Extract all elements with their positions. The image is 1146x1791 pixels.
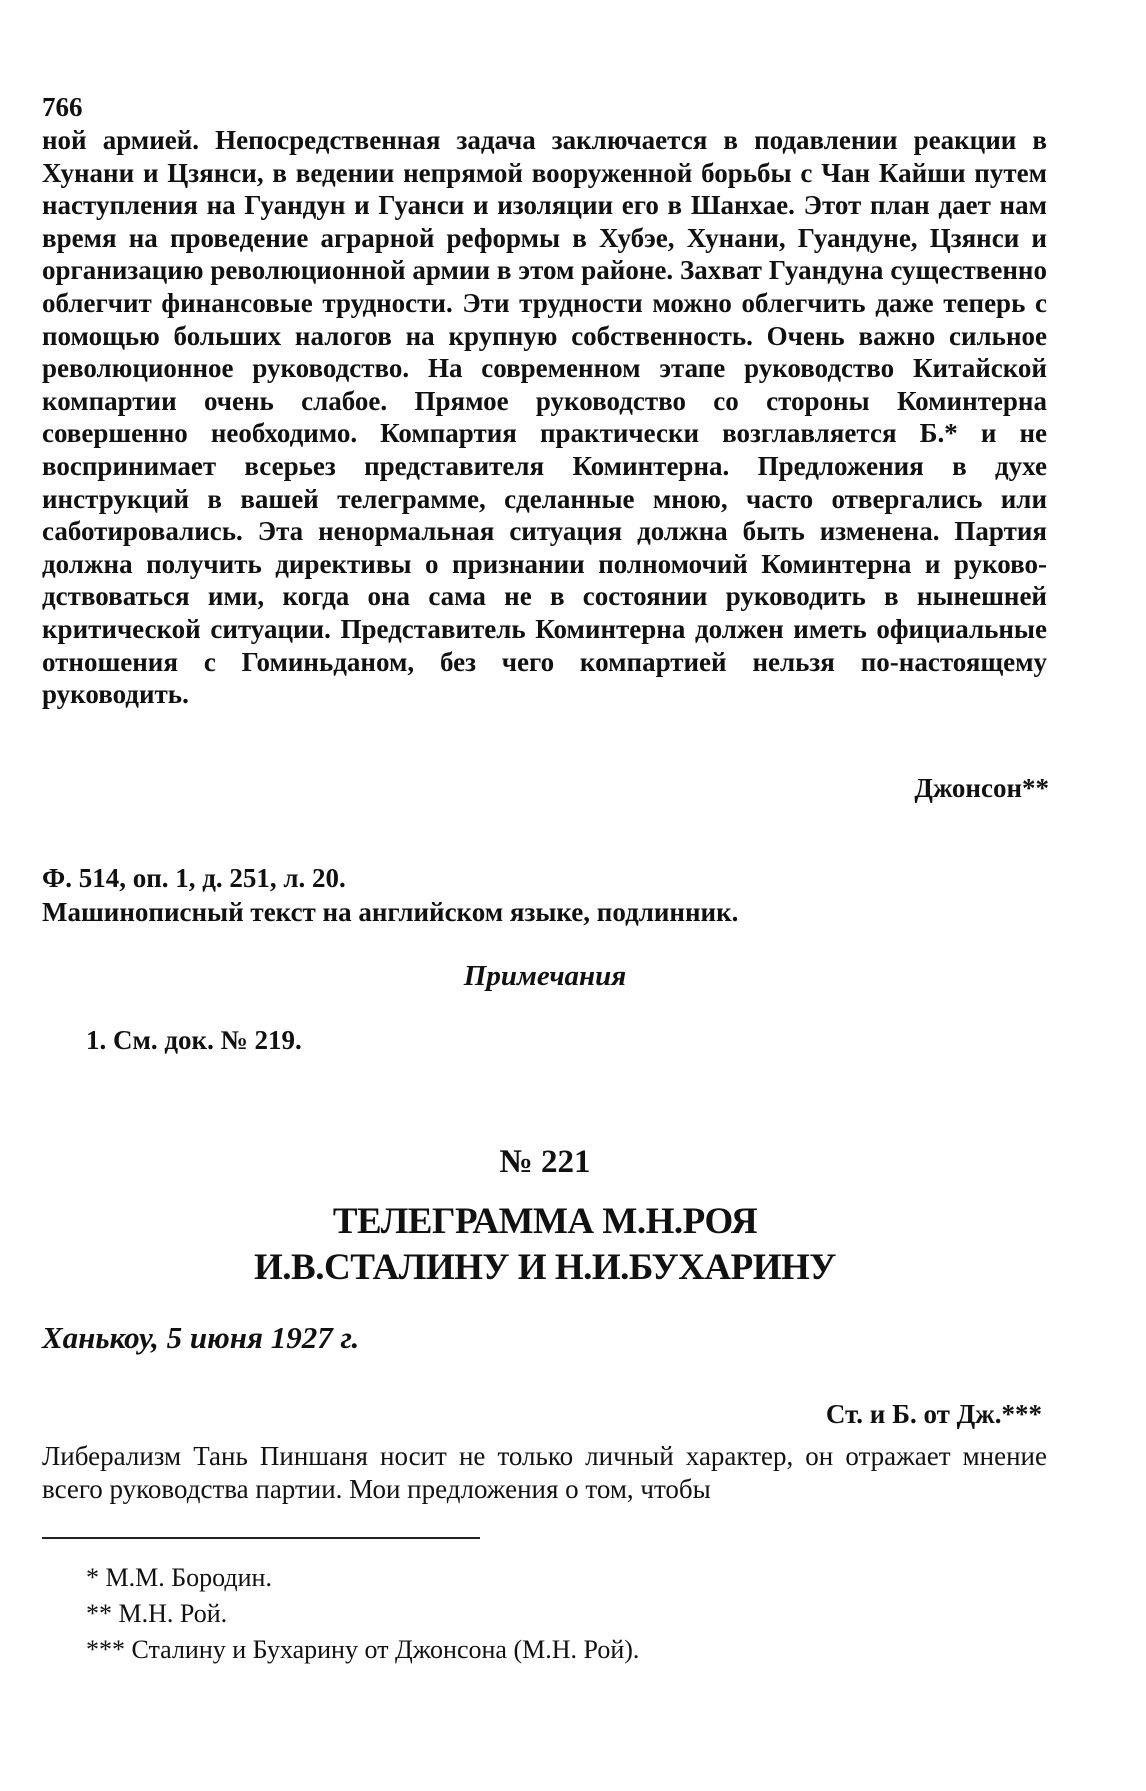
footnote-divider [42, 1537, 480, 1539]
footnote-1: * М.М. Бородин. [86, 1563, 272, 1592]
signature: Джонсон** [914, 773, 1049, 803]
archive-reference: Ф. 514, оп. 1, д. 251, л. 20. [42, 863, 346, 893]
archive-description: Машинописный текст на английском языке, подлинник. [42, 897, 739, 927]
document-title [0, 1199, 1090, 1291]
addressee-line: Ст. и Б. от Дж.*** [825, 1399, 1042, 1429]
footnote-3: *** Сталину и Бухарину от Джонсона (М.Н. Рой). [86, 1635, 640, 1664]
page-number: 766 [42, 92, 83, 122]
footnote-2: ** М.Н. Рой. [86, 1599, 228, 1628]
document-title-line-2: И.В.СТАЛИНУ И Н.И.БУХАРИНУ [254, 1247, 836, 1288]
notes-heading: Примечания [463, 960, 627, 992]
place-and-date: Ханькоу, 5 июня 1927 г. [42, 1320, 360, 1355]
telegram-body-text: Либерализм Тань Пиншаня носит не только личный характер, он отражает мнение всего руководства партии. Мои предложения о том, чтобы [42, 1441, 1047, 1504]
main-text-paragraph: ной армией. Непосредственная задача заключается в подавлении реакции в Хунани и Цзянси, в ведении непрямой вооруженной борьбы с Чан Кайши путем наступления на Гуандун и Гуанси и изоляции его в Шанхае. Этот план дает нам время на проведение аграрной реформы в Хубэе, Хунани, Гуандуне, Цзянси и организацию революционной армии в этом районе. Захват Гуандуна существенно облегчит финансовые трудности. Эти трудности можно облегчить даже теперь с помощью больших налогов на крупную собственность. Очень важно сильное революционное руководство. На современном этапе руководство Китайской компартии очень слабое. Прямое руководство со стороны Коминтерна совершенно необходимо. Компартия практически возглавляется Б.* и не воспринимает всерьез представителя Коминтерна. Предложения в духе инструкций в вашей телеграмме, сделанные мною, часто отвергались или саботировались. Эта ненормальная ситуация должна быть изменена. Партия должна получить директивы о признании полномочий Коминтерна и руководствоваться ими, когда она сама не в состоянии руководить в нынешней критической ситуации. Представитель Коминтерна должен иметь официальные отношения с Гоминьданом, без чего компартией нельзя по-настоящему руководить. [42, 125, 1047, 710]
document-number: № 221 [499, 1144, 591, 1180]
document-title-line-1: ТЕЛЕГРАММА М.Н.РОЯ [332, 1201, 758, 1242]
note-item: 1. См. док. № 219. [86, 1025, 302, 1055]
